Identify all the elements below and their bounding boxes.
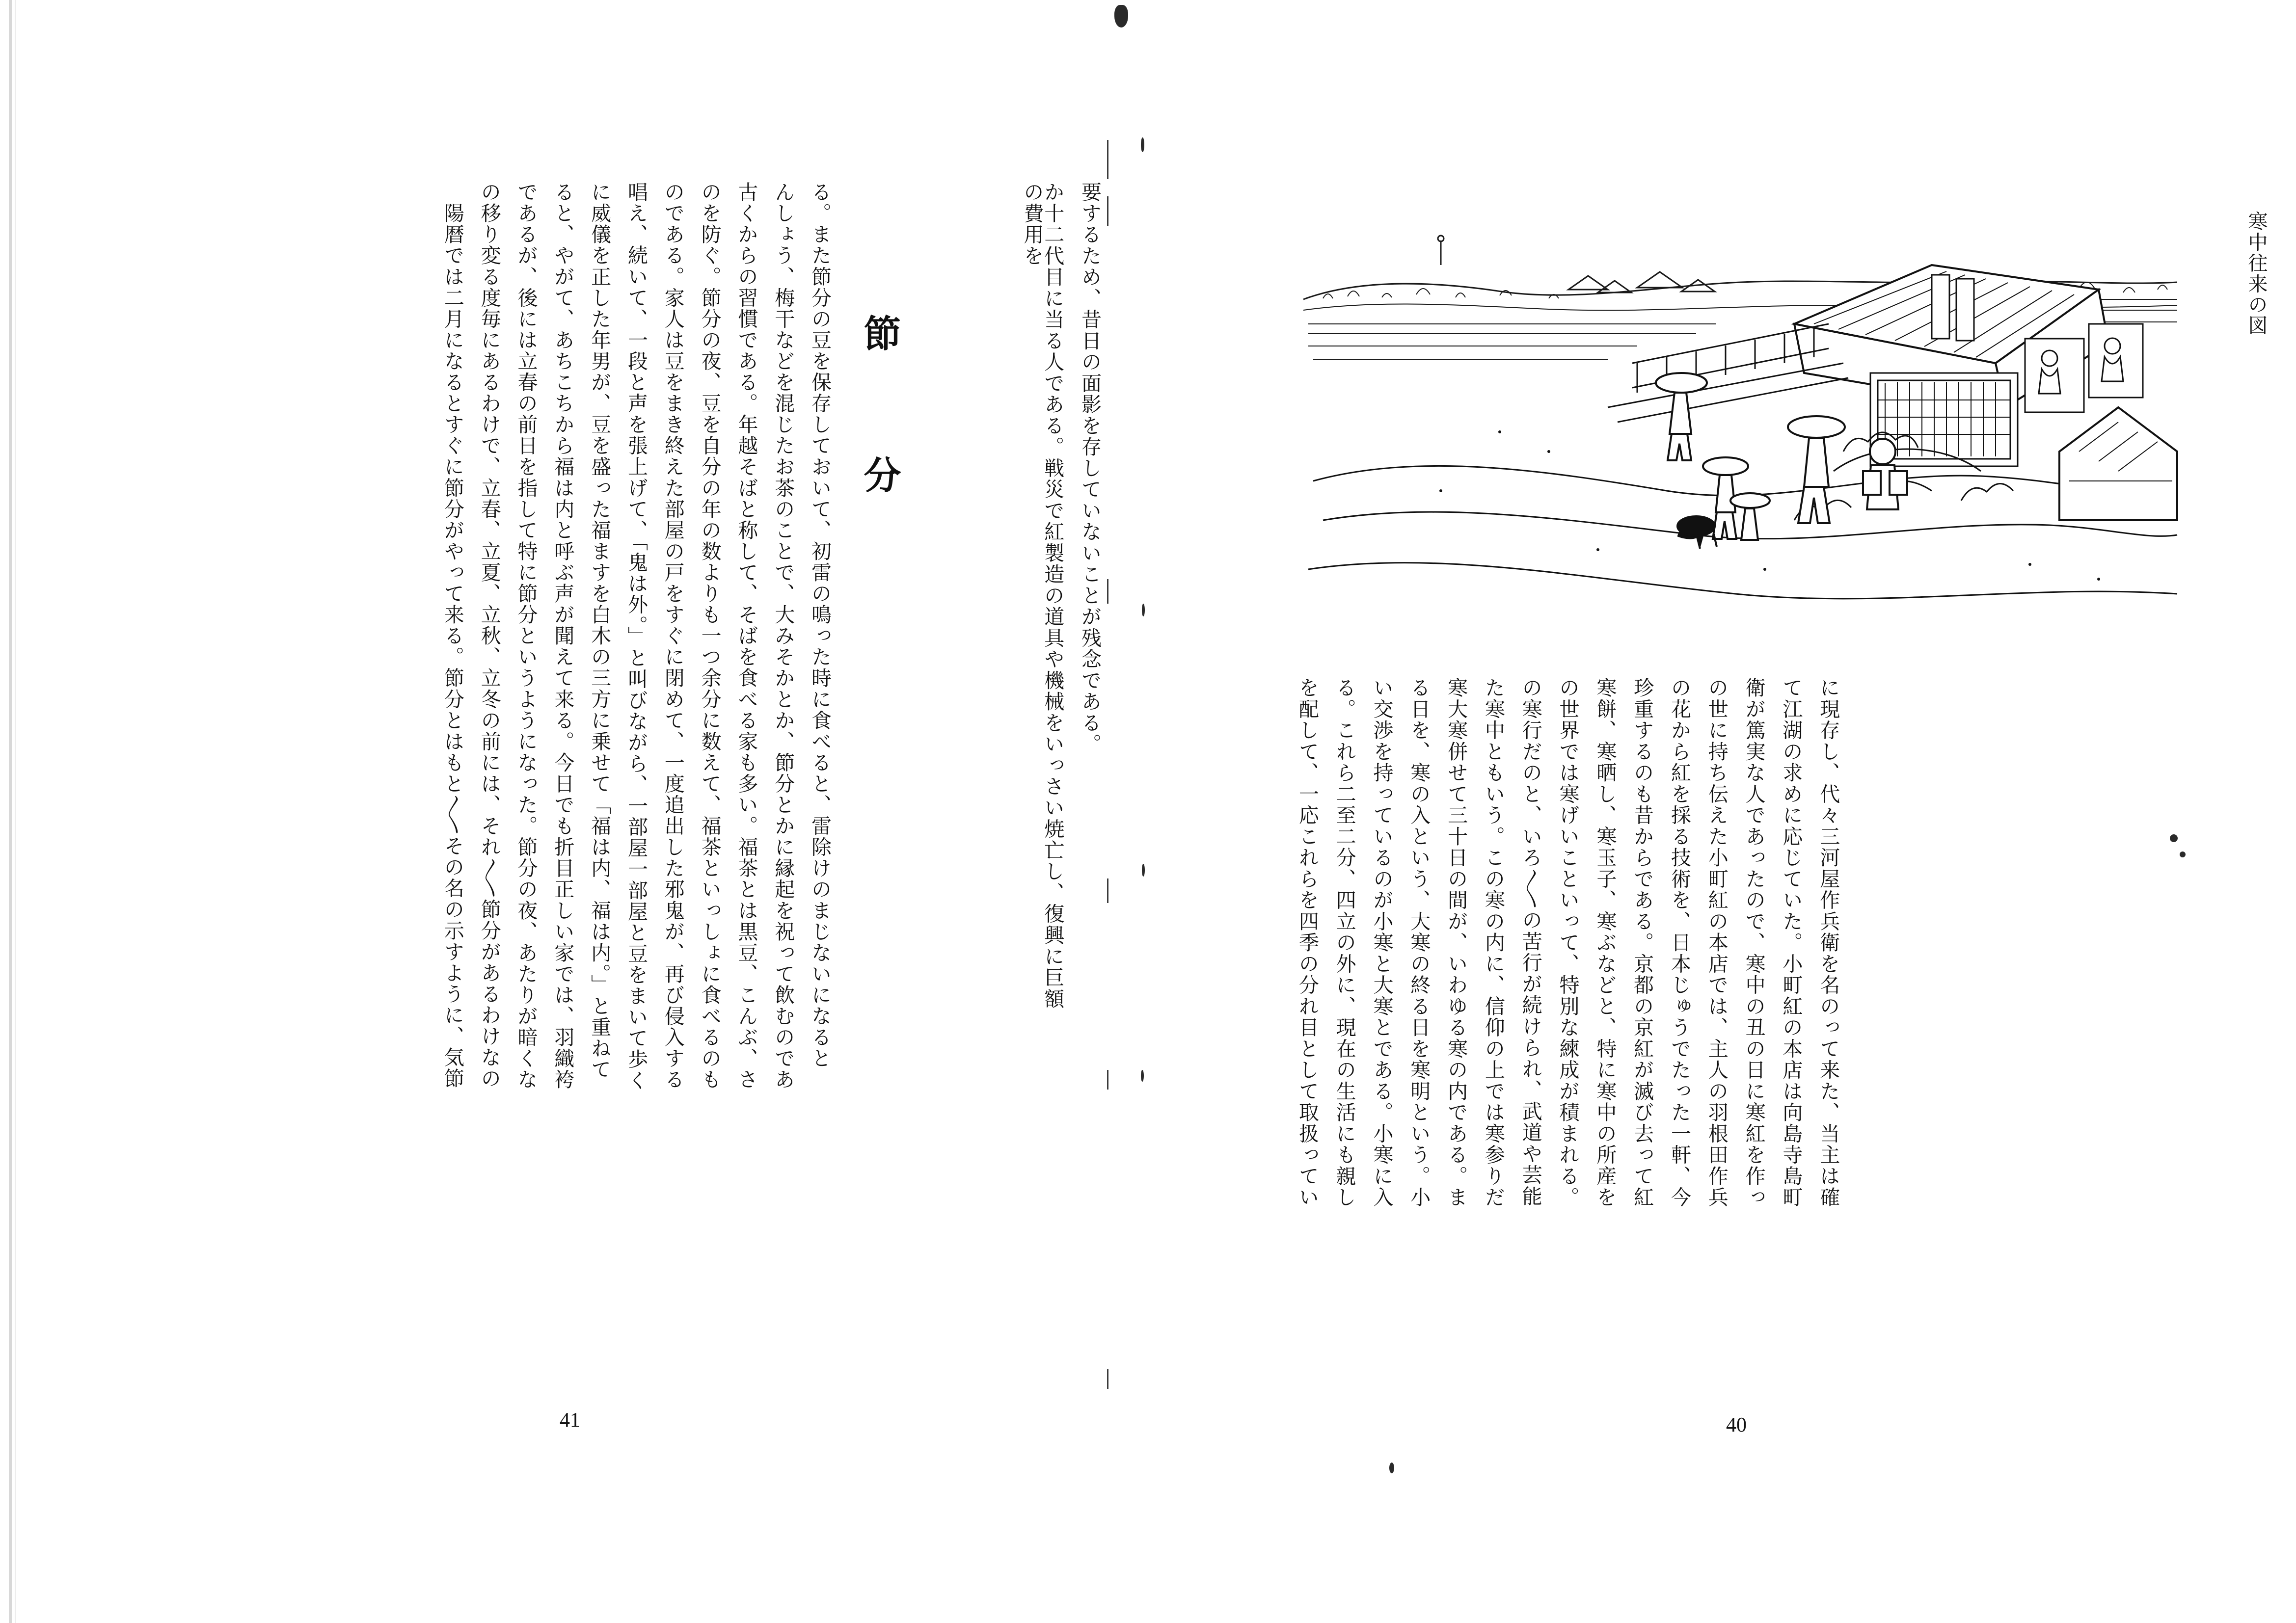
text-column: の世界では寒げいこといって、特別な練成が積まれる。 [1556,677,1579,1208]
page-41-body [426,182,830,1399]
page-40 [1168,0,2296,1623]
text-column: る日を、寒の入という、大寒の終る日を寒明という。小 [1407,677,1431,1208]
text-column: んしょう、梅干などを混じたお茶のことで、大みそかとか、節分とかに縁起を祝って飲むのであ [772,182,795,1091]
text-column: に現存し、代々三河屋作兵衛を名のって来た、当主は確 [1817,677,1840,1208]
page-41-lead [1005,182,1100,1065]
text-column: 珍重するのも昔からである。京都の京紅が滅び去って紅 [1631,677,1654,1208]
text-column: 唱え、続いて、一段と声を張上げて、「鬼は外。」と叫びながら、一部屋一部屋と豆をまいて歩く [624,182,648,1091]
alignment-tick [1107,579,1108,604]
alignment-tick [1107,140,1108,179]
text-column: 陽暦では二月になるとすぐに節分がやって来る。節分とはもと〳〵その名の示すように、気節 [441,182,464,1090]
text-column: であるが、後には立春の前日を指して特に節分というようになった。節分の夜、あたりが暗くな [514,182,538,1091]
text-column: 衛が篤実な人であったので、寒中の丑の日に寒紅を作っ [1742,677,1765,1208]
text-column: を配して、一応これらを四季の分れ目として取扱ってい [1296,677,1319,1208]
text-column: る。これら二至二分、四立の外に、現在の生活にも親し [1333,677,1356,1208]
alignment-tick [1107,1070,1108,1090]
text-column: 要するため、昔日の面影を存していないことが残念である。 [1079,182,1101,755]
text-column: た寒中ともいう。この寒の内に、信仰の上では寒参りだ [1482,677,1505,1208]
text-column: 古くからの習慣である。年越そばと称して、そばを食べる家も多い。福茶とは黒豆、こんぶ、さ [735,182,758,1091]
scan-left-edge [9,0,12,1623]
text-column: ると、やがて、あちこちから福は内と呼ぶ声が聞えて来る。今日でも折目正しい家では、羽織袴 [551,182,574,1091]
scan-left-edge-secondary [15,0,16,1623]
text-column: 寒大寒併せて三十日の間が、いわゆる寒の内である。ま [1445,677,1468,1208]
text-column: のである。家人は豆をまき終えた部屋の戸をすぐに閉めて、一度追出した邪鬼が、再び侵入する [661,182,684,1091]
text-column: て江湖の求めに応じていた。小町紅の本店は向島寺島町 [1780,677,1803,1208]
text-column: の世に持ち伝えた小町紅の本店では、主人の羽根田作兵 [1705,677,1728,1208]
text-column: 寒餅、寒晒し、寒玉子、寒ぶなどと、特に寒中の所産を [1594,677,1617,1208]
alignment-tick [1107,196,1108,226]
page-40-body [1280,677,2237,1399]
woodblock-illustration-winter-shop [1294,177,2187,697]
text-column: の花から紅を採る技術を、日本じゅうでたった一軒、今 [1668,677,1691,1208]
section-title: 節 分 [858,314,899,527]
page-41 [20,0,1144,1623]
text-column: の移り変る度毎にあるわけで、立春、立夏、立秋、立冬の前には、それ〳〵節分があるわけなの [478,182,501,1090]
alignment-tick [1107,1369,1108,1389]
text-column: のを防ぐ。節分の夜、豆を自分の年の数よりも一つ余分に数えて、福茶といっしょに食べるのも [698,182,721,1091]
text-column: る。また節分の豆を保存しておいて、初雷の鳴った時に食べると、雷除けのまじないになると [809,182,831,1069]
text-column: に威儀を正した年男が、豆を盛った福ますを白木の三方に乗せて「福は内、福は内。」と重ねて [588,182,611,1080]
text-column: の寒行だのと、いろ〳〵の苦行が続けられ、武道や芸能 [1519,677,1542,1207]
page-number-41: 41 [560,1409,580,1432]
text-column: か十二代目に当る人である。戦災で紅製造の道具や機械をいっさい焼亡し、復興に巨額の費用を [1021,182,1064,1010]
page-number-40: 40 [1726,1414,1747,1437]
alignment-tick [1107,878,1108,903]
figure-caption: 寒中往来の図 [2245,211,2268,336]
text-column: い交渉を持っているのが小寒と大寒とである。小寒に入 [1370,677,1393,1208]
